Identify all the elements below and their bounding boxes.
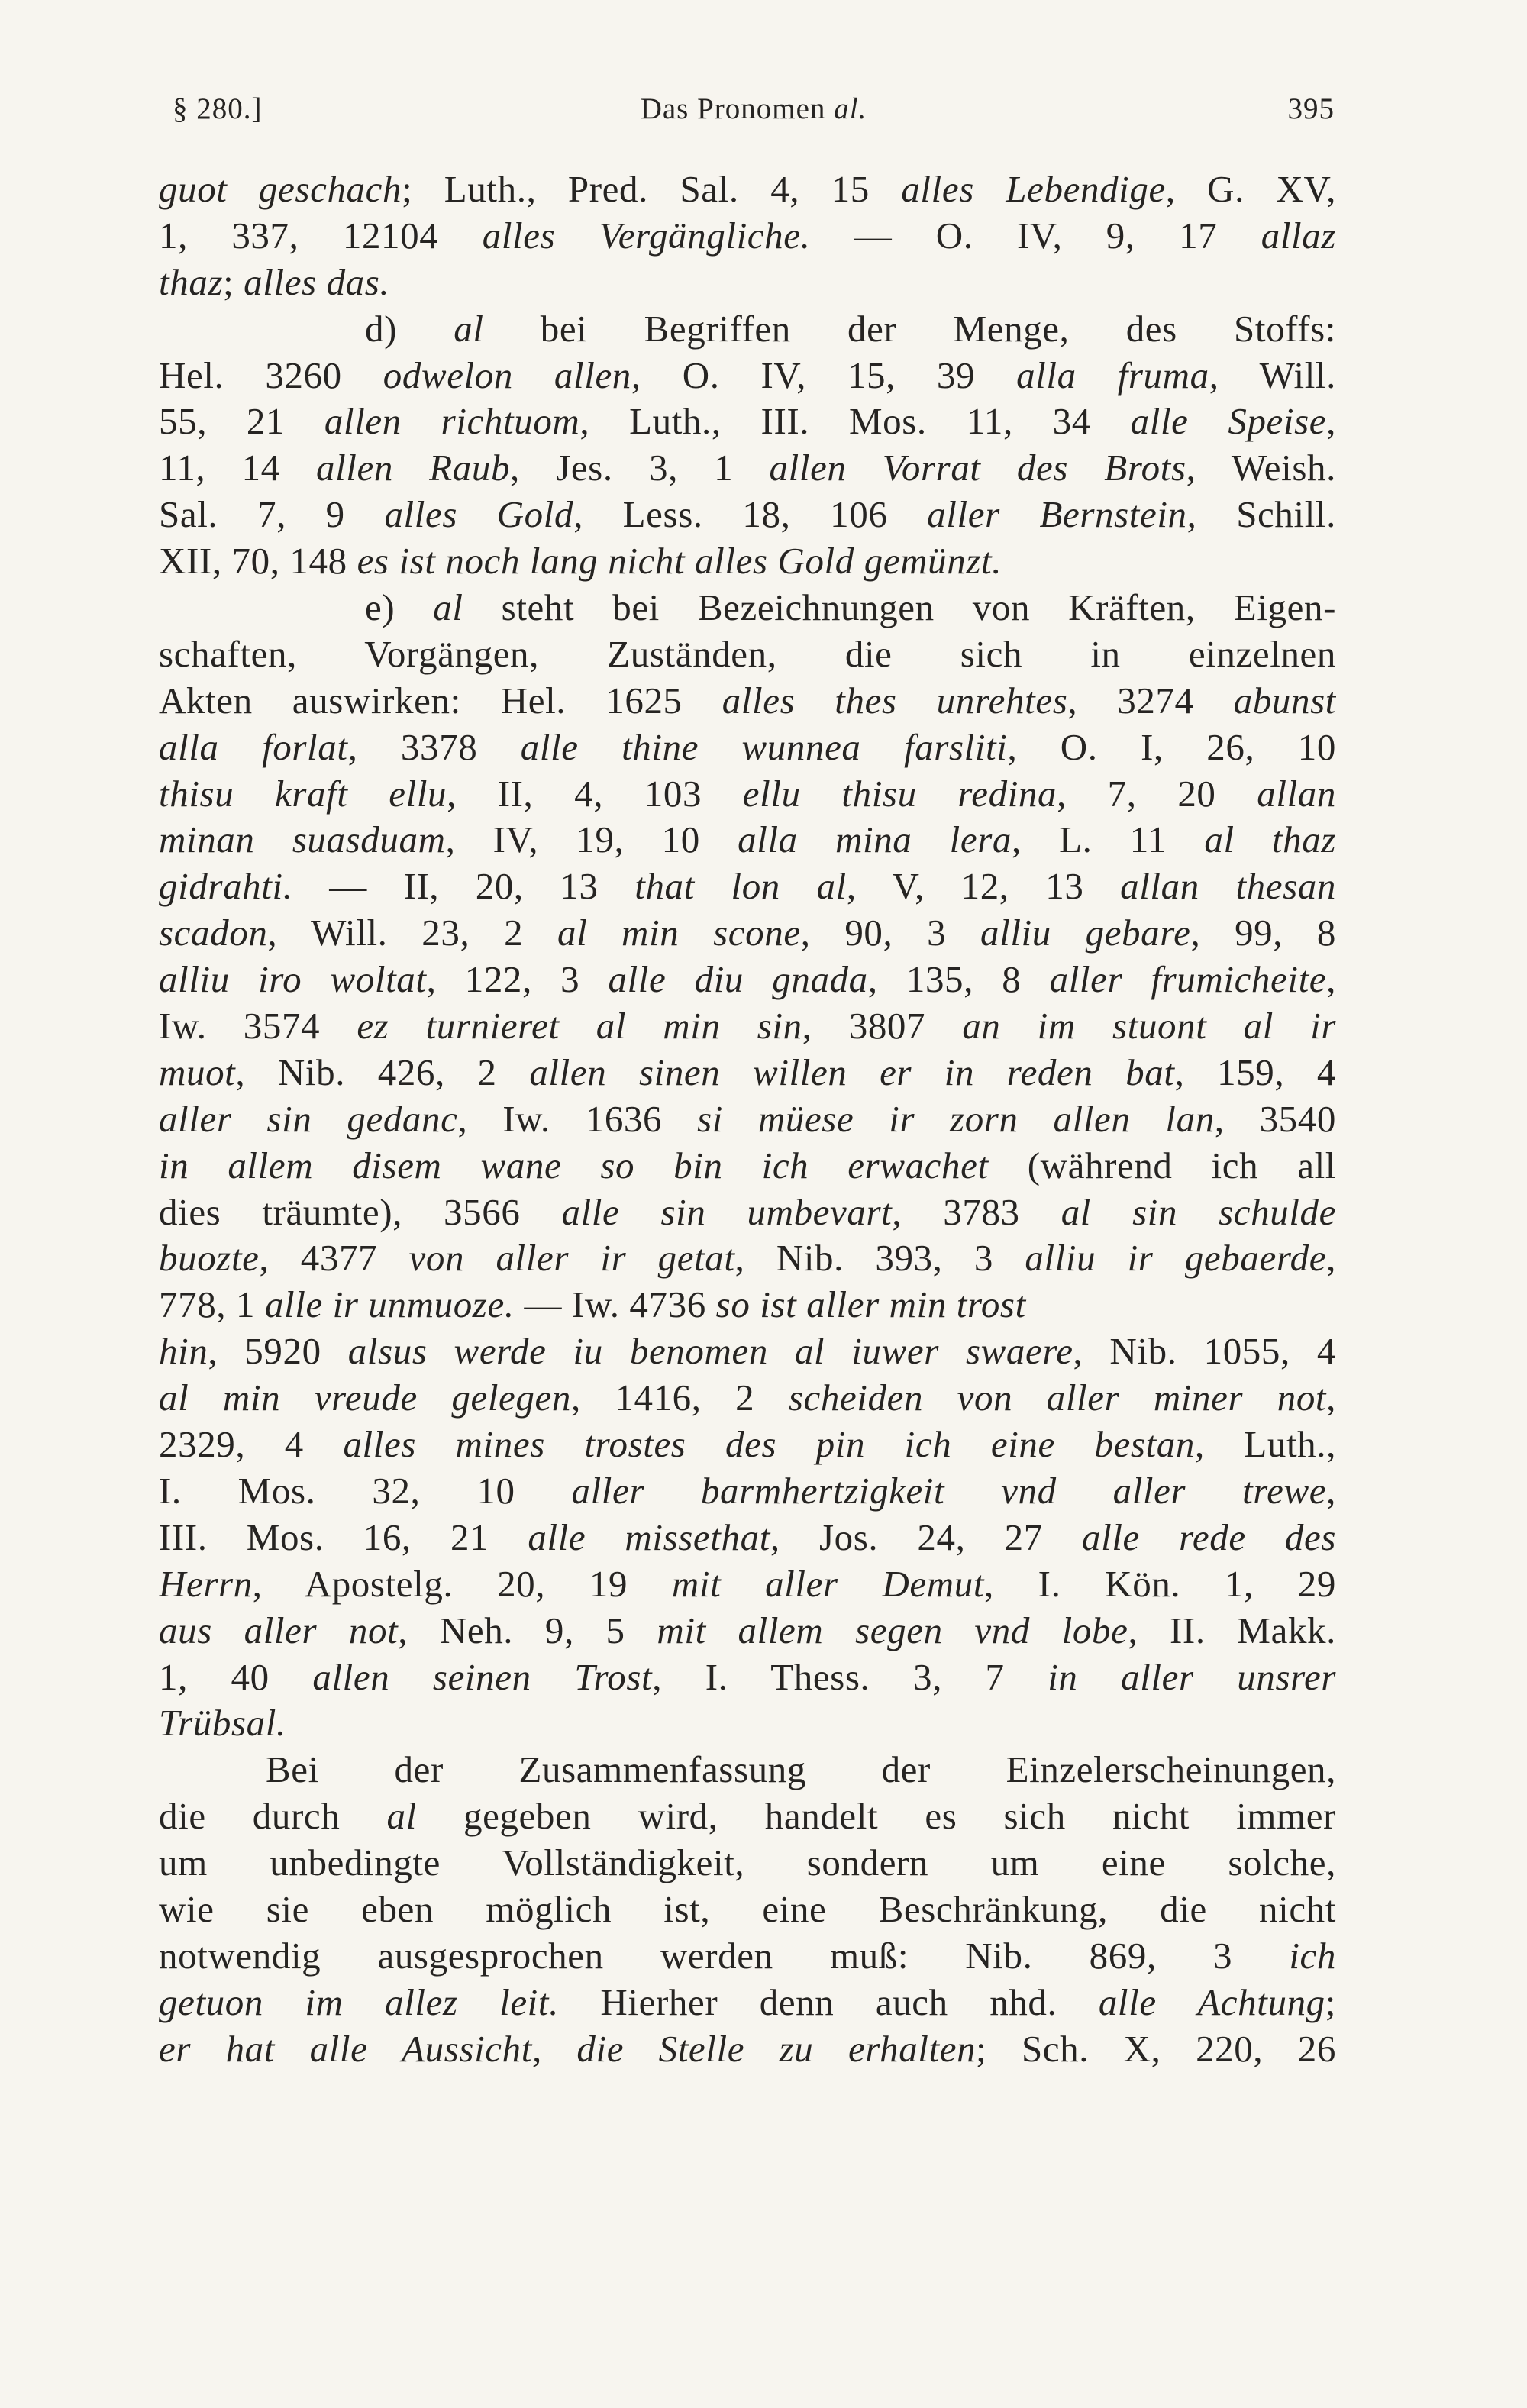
- italic-citation: ellu thisu redina: [742, 772, 1057, 815]
- italic-citation: mit aller Demut: [671, 1562, 985, 1605]
- text-segment: 11, 14: [159, 447, 316, 489]
- text-line: [159, 1050, 1336, 1096]
- text-segment: III. Mos. 16, 21: [159, 1515, 528, 1558]
- italic-citation: buozte: [159, 1237, 260, 1280]
- italic-citation: alle sin umbevart: [561, 1190, 893, 1233]
- text-line: [159, 1468, 1336, 1515]
- text-segment: , II. Makk.: [1128, 1609, 1336, 1651]
- italic-citation: ich: [1289, 1934, 1336, 1977]
- text-segment: , 3807: [802, 1005, 963, 1047]
- italic-citation: allan: [1257, 772, 1336, 815]
- text-line: [159, 492, 1336, 538]
- text-line: [159, 353, 1336, 399]
- text-segment: , 3274: [1067, 679, 1234, 721]
- section-number: § 280.]: [173, 92, 263, 125]
- text-segment: ,: [1326, 1377, 1336, 1419]
- italic-citation: alliu iro woltat: [159, 958, 427, 1001]
- text-segment: — O. IV, 9, 17: [810, 214, 1261, 257]
- text-segment: , Nib. 1055, 4: [1073, 1330, 1336, 1373]
- italic-citation: allen Vorrat des Brots: [769, 447, 1186, 489]
- italic-citation: alle Speise: [1130, 400, 1327, 443]
- italic-citation: er hat alle Aussicht, die Stelle zu erhalten: [159, 2027, 977, 2070]
- text-segment: , Iw. 1636: [457, 1097, 698, 1140]
- text-segment: ; Luth., Pred. Sal. 4, 15: [402, 168, 902, 210]
- italic-citation: scheiden von aller miner not: [788, 1377, 1327, 1419]
- text-line: [159, 678, 1336, 725]
- text-segment: , I. Kön. 1, 29: [984, 1562, 1336, 1605]
- text-segment: 55, 21: [159, 400, 324, 443]
- italic-citation: ez turnieret al min sin: [357, 1005, 802, 1047]
- text-segment: , Luth., III. Mos. 11, 34: [579, 400, 1131, 443]
- italic-citation: thaz: [159, 260, 224, 303]
- text-line: [159, 725, 1336, 771]
- text-line: [159, 260, 1336, 306]
- text-segment: Iw. 3574: [159, 1005, 357, 1047]
- italic-citation: Trübsal.: [159, 1702, 286, 1745]
- italic-citation: allen sinen willen er in reden bat: [529, 1051, 1175, 1093]
- italic-citation: Herrn: [159, 1562, 253, 1605]
- text-segment: bei Begriffen der Menge, des Stoffs:: [483, 307, 1336, 350]
- text-segment: wie sie eben möglich ist, eine Beschränkung, die nicht: [159, 1887, 1336, 1930]
- text-segment: notwendig ausgesprochen werden muß: Nib. 869, 3: [159, 1934, 1290, 1977]
- text-segment: Akten auswirken: Hel. 1625: [159, 679, 722, 721]
- text-line: [159, 863, 1336, 910]
- text-segment: 1, 337, 12104: [159, 214, 483, 257]
- text-segment: ,: [1326, 958, 1336, 1001]
- italic-citation: al: [454, 307, 484, 350]
- text-segment: gegeben wird, handelt es sich nicht immer: [416, 1795, 1336, 1838]
- italic-citation: alles das.: [244, 260, 390, 303]
- text-line: [159, 1422, 1336, 1468]
- italic-citation: alle missethat: [528, 1515, 770, 1558]
- italic-citation: alles Gold: [384, 493, 574, 536]
- text-segment: , 3783: [892, 1190, 1061, 1233]
- text-line: [159, 1515, 1336, 1561]
- text-segment: , 122, 3: [426, 958, 609, 1001]
- text-segment: ;: [1325, 1980, 1336, 2023]
- italic-citation: scadon: [159, 912, 268, 954]
- italic-citation: aller sin gedanc: [159, 1097, 458, 1140]
- italic-citation: aus aller not: [159, 1609, 399, 1651]
- text-segment: I. Mos. 32, 10: [159, 1469, 572, 1512]
- text-line: [159, 1561, 1336, 1608]
- text-segment: , Jes. 3, 1: [510, 447, 770, 489]
- running-head: [173, 92, 1335, 145]
- text-line: [159, 399, 1336, 445]
- text-segment: , 3540: [1214, 1097, 1336, 1140]
- text-segment: , 90, 3: [800, 912, 980, 954]
- italic-citation: alle Achtung: [1098, 1980, 1325, 2023]
- text-segment: , IV, 19, 10: [445, 818, 738, 861]
- italic-citation: aller Bernstein: [927, 493, 1187, 536]
- text-line: [159, 1235, 1336, 1282]
- text-segment: , Weish.: [1186, 447, 1336, 489]
- text-segment: e): [365, 586, 434, 629]
- text-line: [159, 166, 1336, 213]
- text-segment: ;: [223, 260, 244, 303]
- italic-citation: allen Raub: [315, 447, 511, 489]
- italic-citation: so ist aller min trost: [715, 1283, 1026, 1326]
- italic-citation: alle ir unmuoze.: [264, 1283, 515, 1326]
- italic-citation: alle rede des: [1082, 1515, 1336, 1558]
- text-line: [159, 213, 1336, 260]
- text-segment: , 99, 8: [1190, 912, 1336, 954]
- text-segment: , 159, 4: [1174, 1051, 1336, 1093]
- italic-citation: alla mina lera: [738, 818, 1012, 861]
- running-title: [173, 92, 1335, 126]
- text-segment: , Nib. 393, 3: [734, 1237, 1025, 1280]
- italic-citation: alles thes unrehtes: [722, 679, 1068, 721]
- text-segment: 1, 40: [159, 1655, 313, 1698]
- text-segment: um unbedingte Vollständigkeit, sondern um eine solche,: [159, 1842, 1336, 1884]
- italic-citation: alla fruma: [1016, 353, 1209, 396]
- text-line: [159, 1282, 1336, 1328]
- italic-citation: guot geschach: [159, 168, 402, 210]
- italic-citation: al: [433, 586, 463, 629]
- text-line: [159, 306, 1336, 353]
- text-segment: , Luth.,: [1194, 1423, 1336, 1466]
- text-segment: , Apostelg. 20, 19: [252, 1562, 672, 1605]
- text-segment: , I. Thess. 3, 7: [652, 1655, 1048, 1698]
- text-segment: Hel. 3260: [159, 353, 383, 396]
- text-line: [159, 957, 1336, 1003]
- text-line: [159, 910, 1336, 957]
- text-line: [159, 1096, 1336, 1143]
- text-segment: — Iw. 4736: [514, 1283, 716, 1326]
- text-segment: , Less. 18, 106: [573, 493, 928, 536]
- text-line: [159, 1933, 1336, 1980]
- text-segment: Bei der Zusammenfassung der Einzelerscheinungen,: [266, 1748, 1336, 1791]
- text-line: [159, 1887, 1336, 1933]
- text-segment: schaften, Vorgängen, Zuständen, die sich in einzelnen: [159, 632, 1336, 675]
- italic-citation: aller frumicheite: [1049, 958, 1327, 1001]
- text-segment: , V, 12, 13: [846, 865, 1121, 908]
- italic-citation: alles Vergängliche.: [482, 214, 811, 257]
- italic-citation: thisu kraft ellu: [159, 772, 447, 815]
- italic-citation: alsus werde iu benomen al iuwer swaere: [347, 1330, 1073, 1373]
- text-segment: , 135, 8: [867, 958, 1050, 1001]
- italic-citation: al min vreude gelegen: [159, 1377, 571, 1419]
- text-segment: ,: [1326, 400, 1336, 443]
- text-segment: Sal. 7, 9: [159, 493, 385, 536]
- text-segment: 2329, 4: [159, 1423, 344, 1466]
- text-line: [159, 538, 1336, 585]
- text-line: [159, 771, 1336, 818]
- italic-citation: al thaz: [1204, 818, 1336, 861]
- text-segment: , G. XV,: [1165, 168, 1336, 210]
- text-line: [159, 1700, 1336, 1747]
- running-title-word: al.: [834, 92, 867, 125]
- text-segment: die durch: [159, 1795, 387, 1838]
- page-number: 395: [1287, 92, 1335, 125]
- text-segment: , Neh. 9, 5: [398, 1609, 657, 1651]
- italic-citation: in allem disem wane so bin ich erwachet: [159, 1144, 989, 1186]
- text-segment: , II, 4, 103: [447, 772, 743, 815]
- text-line: [159, 1980, 1336, 2026]
- text-segment: , 1416, 2: [570, 1377, 789, 1419]
- text-segment: , 7, 20: [1057, 772, 1257, 815]
- text-line: [159, 631, 1336, 678]
- text-line: [159, 1328, 1336, 1375]
- text-segment: , 5920: [208, 1330, 348, 1373]
- italic-citation: si müese ir zorn allen lan: [697, 1097, 1215, 1140]
- italic-citation: odwelon allen: [383, 353, 631, 396]
- italic-citation: von aller ir getat: [408, 1237, 735, 1280]
- text-segment: XII, 70, 148: [159, 540, 357, 583]
- text-segment: , Nib. 426, 2: [235, 1051, 530, 1093]
- text-segment: , Schill.: [1186, 493, 1336, 536]
- italic-citation: allaz: [1261, 214, 1336, 257]
- text-line: [159, 1143, 1336, 1189]
- text-segment: ; Sch. X, 220, 26: [976, 2027, 1336, 2070]
- italic-citation: es ist noch lang nicht alles Gold gemünzt.: [357, 540, 1002, 583]
- italic-citation: allan thesan: [1120, 865, 1336, 908]
- italic-citation: al sin schulde: [1061, 1190, 1336, 1233]
- italic-citation: minan suasduam: [159, 818, 446, 861]
- text-line: [159, 1840, 1336, 1887]
- italic-citation: that lon al: [634, 865, 847, 908]
- text-line: [159, 445, 1336, 492]
- text-line: [159, 1747, 1336, 1793]
- italic-citation: in aller unsrer: [1048, 1655, 1336, 1698]
- italic-citation: alliu ir gebaerde: [1025, 1237, 1327, 1280]
- text-segment: , 3378: [347, 725, 521, 768]
- text-segment: d): [365, 307, 454, 350]
- text-line: [159, 1003, 1336, 1050]
- italic-citation: allen richtuom: [324, 400, 580, 443]
- italic-citation: allen seinen Trost: [312, 1655, 653, 1698]
- body-text: [159, 166, 1336, 2073]
- text-line: [159, 1654, 1336, 1701]
- italic-citation: gidrahti.: [159, 865, 293, 908]
- text-segment: 778, 1: [159, 1283, 265, 1326]
- italic-citation: alliu gebare: [980, 912, 1191, 954]
- text-segment: , O. I, 26, 10: [1007, 725, 1336, 768]
- italic-citation: alles Lebendige: [901, 168, 1166, 210]
- italic-citation: alla forlat: [159, 725, 348, 768]
- italic-citation: an im stuont al ir: [962, 1005, 1336, 1047]
- italic-citation: getuon im allez leit.: [159, 1980, 559, 2023]
- text-line: [159, 1189, 1336, 1236]
- italic-citation: al min scone: [557, 912, 801, 954]
- running-title-prefix: Das Pronomen: [640, 92, 835, 125]
- italic-citation: alles mines trostes des pin ich eine bestan: [343, 1423, 1195, 1466]
- italic-citation: abunst: [1233, 679, 1336, 721]
- text-segment: , Jos. 24, 27: [770, 1515, 1083, 1558]
- text-segment: — II, 20, 13: [292, 865, 635, 908]
- text-line: [159, 1375, 1336, 1422]
- text-line: [159, 2026, 1336, 2073]
- italic-citation: al: [386, 1795, 417, 1838]
- text-line: [159, 1793, 1336, 1840]
- text-line: [159, 585, 1336, 631]
- text-segment: , Will. 23, 2: [267, 912, 557, 954]
- italic-citation: hin: [159, 1330, 208, 1373]
- italic-citation: aller barmhertzigkeit vnd aller trewe: [571, 1469, 1327, 1512]
- italic-citation: alle diu gnada: [608, 958, 868, 1001]
- text-segment: , 4377: [259, 1237, 409, 1280]
- text-segment: dies träumte), 3566: [159, 1190, 562, 1233]
- italic-citation: mit allem segen vnd lobe: [657, 1609, 1128, 1651]
- text-line: [159, 1608, 1336, 1654]
- text-segment: ,: [1326, 1469, 1336, 1512]
- italic-citation: muot: [159, 1051, 236, 1093]
- text-segment: , O. IV, 15, 39: [631, 353, 1017, 396]
- text-segment: ,: [1326, 1237, 1336, 1280]
- text-segment: , L. 11: [1011, 818, 1205, 861]
- italic-citation: alle thine wunnea farsliti: [520, 725, 1008, 768]
- text-line: [159, 817, 1336, 863]
- text-segment: Hierher denn auch nhd.: [558, 1980, 1099, 2023]
- text-segment: steht bei Bezeichnungen von Kräften, Eigen-: [463, 586, 1336, 629]
- text-segment: , Will.: [1209, 353, 1336, 396]
- text-segment: (während ich all: [988, 1144, 1336, 1186]
